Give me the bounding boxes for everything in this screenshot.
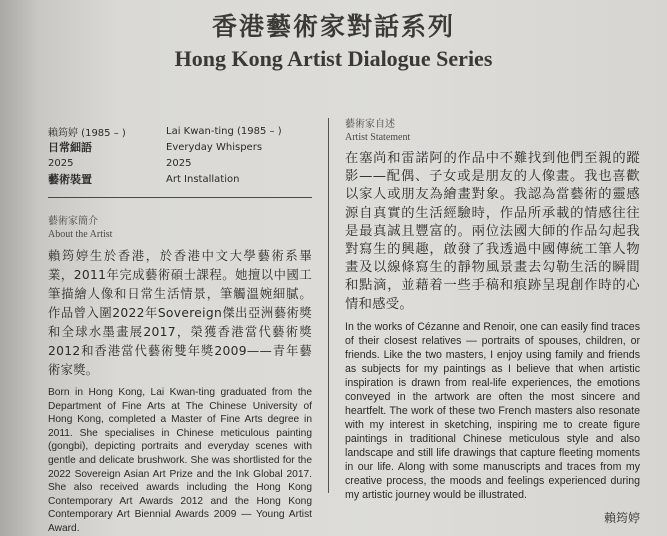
year-en: 2025 (166, 157, 192, 169)
artwork-info (48, 123, 312, 187)
year-zh: 2025 (48, 157, 74, 169)
year-row (48, 155, 312, 171)
left-column (48, 123, 312, 536)
statement-heading-zh: 藝術家自述 (345, 119, 395, 130)
divider-horizontal (48, 197, 312, 198)
medium-zh: 藝術裝置 (48, 173, 92, 186)
artist-signature: 賴筠婷 (603, 510, 640, 525)
artwork-title-en: Everyday Whispers (166, 141, 263, 153)
about-body-en: Born in Hong Kong, Lai Kwan-ting graduated from the Department of Fine Arts at The Chinese University of Hong Kong, completed a Master of Fine Arts degree in 2011. She specialises in Chinese meticulous painting (gongbi), depicting portraits and everyday scenes with gentle and delicate brushwork. She was shortlisted for the 2022 Sovereign Asian Art Prize and the Ink Global 2017. She also received awards including the Hong Kong Contemporary Art Awards 2012 and the Hong Kong Contemporary Art Biennial Awards 2009 — Young Artist Award. (48, 387, 312, 534)
artist-row (48, 123, 312, 139)
about-heading-en: About the Artist (48, 229, 113, 240)
artwork-title-row (48, 139, 312, 155)
statement-heading-en: Artist Statement (345, 132, 411, 143)
medium-en: Art Installation (166, 173, 240, 185)
title-english: Hong Kong Artist Dialogue Series (174, 46, 493, 71)
statement-body-zh: 在塞尚和雷諾阿的作品中不難找到他們至親的蹤影——配偶、子女或是朋友的人像畫。我也喜歡以家人或朋友為繪畫對象。我認為當藝術的靈感源自真實的生活經驗時，作品所承載的情感往往是最真誠且豐富的。兩位法國大師的作品勾起我對寫生的興趣，啟發了我透過中國傳統工筆人物畫及以線條寫生的靜物風景畫去勾勒生活的瞬間和點滴，並藉着一些手稿和痕跡呈現創作時的心情和感受。 (345, 151, 640, 312)
title-chinese: 香港藝術家對話系列 (211, 12, 455, 41)
artwork-title-zh: 日常細語 (48, 141, 92, 154)
about-heading-zh: 藝術家簡介 (48, 216, 98, 227)
right-column (345, 119, 640, 526)
artist-name-zh: 賴筠婷 (1985 – ) (48, 127, 126, 139)
statement-body-en: In the works of Cézanne and Renoir, one can easily find traces of their closest relatives — portraits of spouses, children, or friends. Like the two masters, I enjoy using family and friends as subjects for my paintings as I believe that when artistic inspiration is drawn from real-life experiences, the emotions conveyed in the artwork are often the most sincere and heartfelt. The work of these two French masters also resonate with my interest in sketching, inspiring me to create figure paintings in traditional Chinese meticulous style and also landscape and still life drawings that capture fleeting moments in our life. Along with some manuscripts and traces from my creative process, the moods and feelings experienced during my artistic journey would be illustrated. (345, 320, 640, 501)
medium-row (48, 171, 312, 187)
divider-vertical (328, 118, 329, 493)
about-body-zh: 賴筠婷生於香港，於香港中文大學藝術系畢業，2011年完成藝術碩士課程。她擅以中國工筆描繪人像和日常生活情景，筆觸溫婉細膩。作品曾入圍2022年Sovereign傑出亞洲藝術獎和全球水墨畫展2017，榮獲香港當代藝術獎2012和香港當代藝術雙年獎2009——青年藝術家獎。 (48, 249, 312, 377)
artist-name-en: Lai Kwan-ting (1985 – ) (166, 125, 282, 137)
